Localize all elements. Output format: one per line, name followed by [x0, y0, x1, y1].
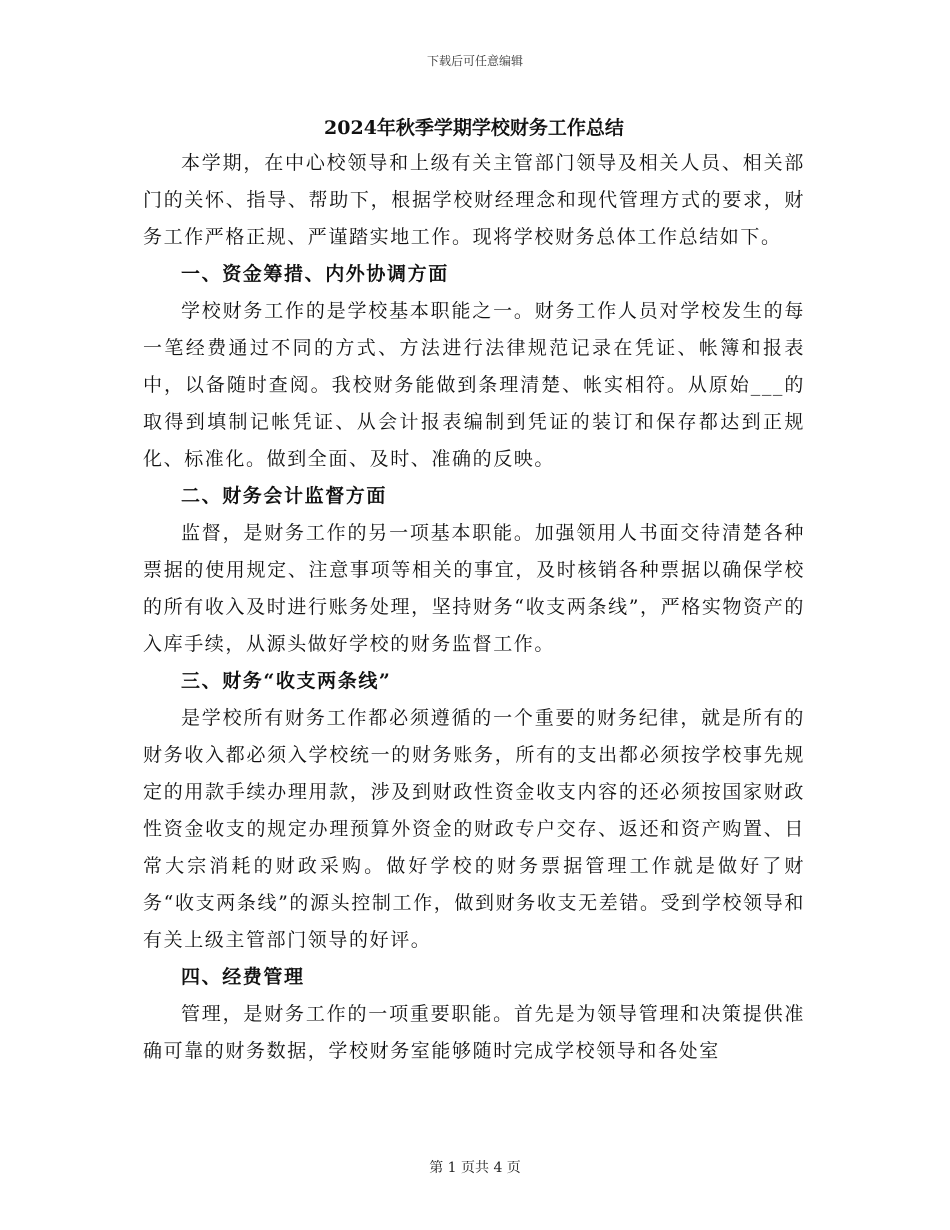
document-title: 2024年秋季学期学校财务工作总结: [324, 117, 624, 139]
section-paragraph-3: 是学校所有财务工作都必须遵循的一个重要的财务纪律，就是所有的财务收入都必须入学校统一的财务账务，所有的支出都必须按学校事先规定的用款手续办理用款，涉及到财政性资金收支内容的还必须按国家财政性资金收支的规定办理预算外资金的财政专户交存、返还和资产购置、日常大宗消耗的财政采购。做好学校的财务票据管理工作就是做好了财务“收支两条线”的源头控制工作，做到财务收支无差错。受到学校领导和有关上级主管部门领导的好评。: [143, 707, 805, 951]
section-paragraph-1: 学校财务工作的是学校基本职能之一。财务工作人员对学校发生的每一笔经费通过不同的方式、方法进行法律规范记录在凭证、帐簿和报表中，以备随时查阅。我校财务能做到条理清楚、帐实相符。从原始___的取得到填制记帐凭证、从会计报表编制到凭证的装订和保存都达到正规化、标准化。做到全面、及时、准确的反映。: [143, 300, 805, 470]
section-paragraph-2: 监督，是财务工作的另一项基本职能。加强领用人书面交待清楚各种票据的使用规定、注意事项等相关的事宜，及时核销各种票据以确保学校的所有收入及时进行账务处理，坚持财务“收支两条线”，严格实物资产的入库手续，从源头做好学校的财务监督工作。: [143, 522, 805, 655]
section-paragraph-4: 管理，是财务工作的一项重要职能。首先是为领导管理和决策提供准确可靠的财务数据，学校财务室能够随时完成学校领导和各处室: [143, 1003, 805, 1062]
section-heading-4: 四、经费管理: [181, 966, 305, 988]
section-heading-3: 三、财务“收支两条线”: [181, 670, 392, 692]
page-header-note: 下载后可任意编辑: [426, 54, 523, 68]
intro-paragraph: 本学期，在中心校领导和上级有关主管部门领导及相关人员、相关部门的关怀、指导、帮助下，根据学校财经理念和现代管理方式的要求，财务工作严格正规、严谨踏实地工作。现将学校财务总体工作总结如下。: [143, 152, 805, 248]
page-number: 第 1 页共 4 页: [429, 1160, 521, 1176]
document-body: [143, 113, 805, 1070]
section-heading-2: 二、财务会计监督方面: [181, 485, 388, 507]
section-heading-1: 一、资金筹措、内外协调方面: [181, 263, 449, 285]
